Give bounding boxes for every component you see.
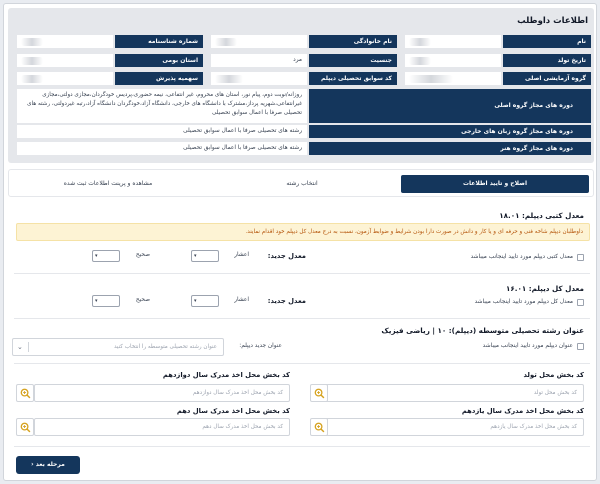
label-main-group-courses: دوره های مجاز گروه اصلی (309, 89, 591, 123)
value-art-group-courses: رشته های تحصیلی صرفا با اعمال سوابق تحصیلی (17, 142, 307, 155)
value-quota (17, 72, 113, 85)
grade10-place-search-button[interactable] (16, 418, 34, 436)
total-avg-value: ۱۶.۰۱ (505, 284, 527, 293)
value-lang-group-courses: رشته های تحصیلی صرفا با اعمال سوابق تحصیلی (17, 125, 307, 138)
chevron-left-icon: ‹ (31, 461, 34, 468)
grade10-place-label: کد بخش محل اخذ مدرک سال دهم (176, 407, 290, 415)
diploma-integer-label: صحیح (135, 252, 150, 258)
candidate-info-panel (8, 8, 594, 163)
diploma-warning: داوطلبان دیپلم شاخه فنی و حرفه ای و یا کار و دانش در صورت دارا بودن شرایط و ضوابط آزمون، نسبت به درج معدل کل دیپلم خود اقدام نمایند. (16, 223, 590, 241)
next-step-label: مرحله بعد (35, 461, 65, 468)
total-decimal-label: اعشار (234, 297, 249, 303)
diploma-decimal-select[interactable]: ▾ (191, 250, 219, 262)
total-avg-title: معدل کل دیپلم: ۱۶.۰۱ (505, 284, 584, 293)
grade12-place-label: کد بخش محل اخذ مدرک سال دوازدهم (162, 371, 290, 379)
value-name (405, 35, 501, 48)
label-lang-group-courses: دوره های مجاز گروه زبان های خارجی (309, 125, 591, 138)
field-select[interactable] (12, 338, 224, 356)
birth-place-search-button[interactable] (310, 384, 328, 402)
total-integer-select[interactable]: ▾ (92, 295, 120, 307)
field-confirm-checkbox[interactable] (577, 343, 584, 350)
field-select-placeholder: عنوان رشته تحصیلی متوسطه را انتخاب کنید (113, 344, 217, 350)
total-avg-confirm-label: معدل کل دیپلم مورد تایید اینجانب میباشد (474, 299, 573, 305)
total-decimal-select[interactable]: ▾ (191, 295, 219, 307)
label-id-number: شماره شناسنامه (115, 35, 203, 48)
value-main-group-courses: روزانه/نوبت دوم، پیام نور، استان های محروم، غیر انتفاعی، نیمه حضوری،پردیس خودگردان،مجازی دولتی،مجازی غیرانتفاعی،شهریه پرداز،مشترک با دانشگاه های خارجی، دانشگاه آزاد،خودگردان دانشگاه آزاد،رتبه غیردولتی، رشته های تحصیلی صرفا با اعمال سوابق تحصیلی (17, 89, 307, 123)
grade12-place-input[interactable]: کد بخش محل اخذ مدرک سال دوازدهم (34, 384, 290, 402)
value-birth-date (405, 54, 501, 67)
grade11-place-search-button[interactable] (310, 418, 328, 436)
grade12-place-search-button[interactable] (16, 384, 34, 402)
field-value: ۱۰ | ریاضی فیزیک (381, 326, 447, 335)
grade11-place-input[interactable]: کد بخش محل اخذ مدرک سال یازدهم (320, 418, 584, 436)
label-birth-date: تاریخ تولد (503, 54, 591, 67)
tab-bar (8, 169, 594, 197)
value-id-number (17, 35, 113, 48)
grade11-place-label: کد بخش محل اخذ مدرک سال یازدهم (461, 407, 584, 415)
label-diploma-code: کد سوابق تحصیلی دیپلم (309, 72, 397, 85)
field-new-label: عنوان جدید دیپلم: (239, 343, 282, 349)
birth-place-input[interactable]: کد بخش محل تولد (320, 384, 584, 402)
label-main-group: گروه آزمایشی اصلی (503, 72, 591, 85)
diploma-decimal-label: اعشار (234, 252, 249, 258)
field-confirm-label: عنوان دیپلم مورد تایید اینجانب میباشد (482, 343, 573, 349)
value-native-province (17, 54, 113, 67)
diploma-new-avg-label: معدل جدید: (267, 252, 306, 260)
diploma-avg-confirm-label: معدل کتبی دیپلم مورد تایید اینجانب میباشد (470, 254, 573, 260)
zoom-in-icon (20, 388, 31, 399)
label-name: نام (503, 35, 591, 48)
info-title: اطلاعات داوطلب (517, 16, 588, 26)
page (3, 3, 597, 481)
tab-field-selection[interactable]: انتخاب رشته (286, 180, 318, 187)
value-gender: مرد (211, 54, 307, 67)
next-step-button[interactable] (16, 456, 80, 474)
tab-view-print[interactable]: مشاهده و پرینت اطلاعات ثبت شده (63, 180, 153, 187)
total-integer-label: صحیح (135, 297, 150, 303)
value-family (211, 35, 307, 48)
total-new-avg-label: معدل جدید: (267, 297, 306, 305)
total-avg-confirm-checkbox[interactable] (577, 299, 584, 306)
label-family: نام خانوادگی (309, 35, 397, 48)
label-gender: جنسیت (309, 54, 397, 67)
chevron-down-icon: ⌄ (17, 343, 23, 351)
value-diploma-code (211, 72, 307, 85)
diploma-avg-value: ۱۸.۰۱ (499, 211, 520, 220)
value-main-group (405, 72, 501, 85)
tab-edit-confirm[interactable]: اصلاح و تایید اطلاعات (401, 175, 589, 193)
diploma-avg-confirm-checkbox[interactable] (577, 254, 584, 261)
diploma-avg-title: معدل کتبی دیپلم: ۱۸.۰۱ (499, 211, 584, 220)
grade10-place-input[interactable]: کد بخش محل اخذ مدرک سال دهم (34, 418, 290, 436)
label-native-province: استان بومی (115, 54, 203, 67)
diploma-integer-select[interactable]: ▾ (92, 250, 120, 262)
label-quota: سهمیه پذیرش (115, 72, 203, 85)
zoom-in-icon (314, 388, 325, 399)
label-art-group-courses: دوره های مجاز گروه هنر (309, 142, 591, 155)
zoom-in-icon (314, 422, 325, 433)
birth-place-label: کد بخش محل تولد (523, 371, 584, 379)
zoom-in-icon (20, 422, 31, 433)
field-title: عنوان رشته تحصیلی متوسطه (دیپلم): ۱۰ | ریاضی فیزیک (381, 326, 584, 335)
